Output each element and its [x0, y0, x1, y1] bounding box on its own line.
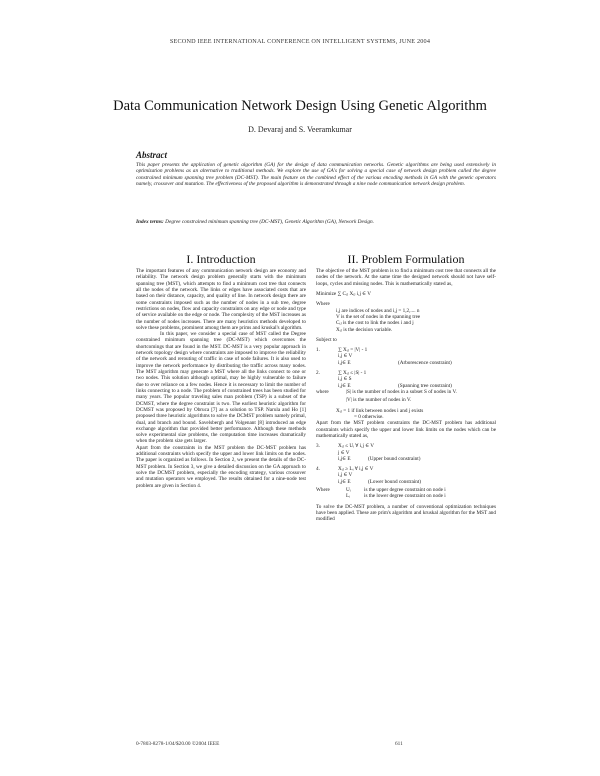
constraint-1-sub2: i,j∈ E — [338, 359, 351, 366]
constraint-1 — [316, 347, 496, 366]
constraint-2-def-s: |S| is the number of nodes in a subset S of nodes in V. — [346, 389, 457, 395]
li-definition: is the lower degree constraint on node i — [364, 493, 446, 500]
constraint-2-def-v: |V| is the number of nodes in V. — [346, 397, 412, 404]
constraint-2-note: (Spanning tree constraint) — [398, 382, 452, 389]
constraint-3-expression: Xᵢⱼ ≤ Uᵢ ∀ i,j ∈ V — [338, 443, 374, 450]
where-def-indices: i,j are indices of nodes and i,j = 1,2,.... n — [336, 307, 420, 314]
constraint-2-number: 2. — [316, 370, 320, 377]
intro-paragraph-2: In this paper, we consider a special case of MST called the Degree constrained minimum spanning tree (DC-MST) which overcomes the shortcomings that are found in the MST. DC-MST is a very popular approach in network topology design where constraints are imposed to improve the reliability of the network and rerouting of traffic in case of node failures. It is also used to improve the network performance by distributing the traffic across many nodes. The MST algorithm may generate a MST where all the links connect to one or two nodes. This solution although optimal, may be highly vulnerable to failure due to over reliance on a few nodes. Hence it is necessary to limit the number of links connecting to a node. The problem of constrained trees has been studied for many years. The popular traveling sales man problem (TSP) is a subset of the DCMST, where the degree constraint is two. The earliest heuristic algorithm for DCMST was proposed by Obruca [7] as a solution to TSP. Narula and Ho [1] proposed three heuristic algorithms to solve the DCMST problem namely primal, dual, and branch and bound. Savelsbergh and Volgenant [8] introduced an edge exchange algorithm that provided better performance. Although these methods solve experimental size problems, the computation time increases dramatically when the problem size gets larger. — [136, 331, 306, 445]
paper-authors: D. Devaraj and S. Veeramkumar — [248, 125, 352, 134]
where-label: Where — [316, 301, 330, 308]
xij-def-1: Xᵢⱼ = 1 if link between nodes i and j exists — [336, 407, 424, 414]
where-def-set: V is the set of nodes in the spanning tree — [336, 313, 421, 320]
constraint-3-sub1: j ∈ V — [338, 449, 350, 456]
xij-def-2: = 0 otherwise. — [354, 413, 384, 420]
index-terms-label: Index terms: — [136, 219, 164, 225]
where-def-decision: Xᵢⱼ is the decision variable. — [336, 326, 393, 333]
constraint-2-sub1: i,j ∈ S — [338, 376, 352, 383]
constraint-1-number: 1. — [316, 347, 320, 354]
abstract-body: This paper presents the application of genetic algorithm (GA) for the design of data communication networks. Genetic algorithms are being used extensively in optimization problems as an alternative to traditional methods. We explore the use of GA's for solving a special case of network design problem called the degree constrained minimum spanning tree problem (DC-MST). The main feature on the combined effect of the various encoding methods in GA with the genetic operators namely, crossover and mutation. The effectiveness of the proposed algorithm is demonstrated through a nine node communication network design problem. — [136, 162, 496, 187]
constraint-4-sub2: i,j∈ E — [338, 478, 351, 485]
constraint-4-number: 4. — [316, 466, 320, 473]
constraint-1-sub1: i,j ∈ V — [338, 353, 353, 360]
problem-heading: II. Problem Formulation — [347, 252, 465, 266]
paper-title: Data Communication Network Design Using Genetic Algorithm — [113, 98, 487, 114]
copyright-footer: 0-7803-8278-1/04/$20.00 ©2004 IEEE — [136, 741, 220, 747]
constraint-3-number: 3. — [316, 443, 320, 450]
constraint-4-sub1: i,j ∈ V — [338, 472, 353, 479]
index-terms-text: Degree constrained minimum spanning tree (DC-MST), Genetic Algorithm (GA), Network Design. — [165, 219, 374, 225]
where-def-cost: Cᵢⱼ is the cost to link the nodes i and j — [336, 320, 414, 327]
right-column — [316, 252, 496, 523]
intro-paragraph-1: The important features of any communication network design are economy and reliability. The network design problem generally starts with the minimum spanning tree (MST), which attempts to find a minimum cost tree that connects all the nodes of the network. The links or edges have associated costs that are based on their distance, capacity, and quality of line. In network design there are some constraints imposed such as the number of nodes in a sub tree, degree restrictions on nodes, flow and capacity constraints on any edge or node and type of service available on the edge or node. The complexity of the MST increases as the number of nodes increases. There are many heuristics methods developed to solve these problems, prominent among them are prims and kruskal's algorithm. — [136, 268, 306, 331]
constraint-2-expression: ∑ Xᵢⱼ ≤ |S| - 1 — [338, 370, 367, 377]
problem-intro: The objective of the MST problem is to find a minimum cost tree that connects all the nodes of the network. At the same time the designed network should not have self-loops, cycles and missing nodes. This is mathematically stated as, — [316, 268, 496, 287]
constraint-34-where: Where — [316, 487, 330, 494]
conference-header: SECOND IEEE INTERNATIONAL CONFERENCE ON INTELLIGENT SYSTEMS, JUNE 2004 — [169, 38, 431, 45]
objective-equation: Minimize ∑ Cᵢⱼ Xᵢⱼ i,j ∈ V — [316, 290, 371, 297]
constraint-3 — [316, 443, 496, 462]
constraint-3-sub2: i,j∈ E — [338, 455, 351, 462]
constraint-1-note: (Arborescence constraint) — [398, 359, 452, 366]
intro-heading: I. Introduction — [186, 252, 256, 266]
constraint-4-note: (Lower bound constraint) — [368, 478, 422, 485]
constraint-2-where: where — [316, 389, 329, 395]
index-terms — [136, 219, 496, 225]
constraint-3-note: (Upper bound constraint) — [368, 455, 421, 462]
ui-definition: is the upper degree constraint on node i — [364, 487, 446, 494]
subject-to-label: Subject to — [316, 336, 337, 343]
degree-constraints-intro: Apart from the MST problem constraints the DC-MST problem has additional constraints which specify the upper and lower link limits on the nodes which can be mathematically stated as, — [316, 420, 496, 439]
ui-symbol: Uᵢ — [346, 487, 351, 494]
problem-closing: To solve the DC-MST problem, a number of conventional optimization techniques have been applied. These are prim's algorithm and kruskal algorithm for the MST and modified — [316, 503, 496, 523]
constraint-4-expression: Xᵢⱼ ≥ Lᵢ ∀ i,j ∈ V — [338, 466, 374, 473]
intro-paragraph-3: Apart from the constraints in the MST problem the DC-MST problem has additional constraints which specify the upper and lower link limits on the nodes. The paper is organized as follows. In Section 2, we present the details of the DC-MST problem. In Section 3, we give a detailed discussion on the GA approach to solve the DCMST problem, especially the encoding strategy, various crossover and mutation operators we employed. The results obtained for a nine-node test problem are given in Section 4. — [136, 444, 306, 489]
constraint-1-expression: ∑ Xᵢⱼ = |V| - 1 — [338, 347, 368, 354]
constraint-2-sub2: i,j∈ E — [338, 382, 351, 389]
page-number: 611 — [395, 741, 403, 747]
constraint-4 — [316, 466, 496, 485]
li-symbol: Lᵢ — [346, 493, 351, 500]
abstract-heading: Abstract — [136, 150, 168, 160]
constraint-2 — [316, 370, 496, 389]
left-column — [136, 252, 306, 489]
